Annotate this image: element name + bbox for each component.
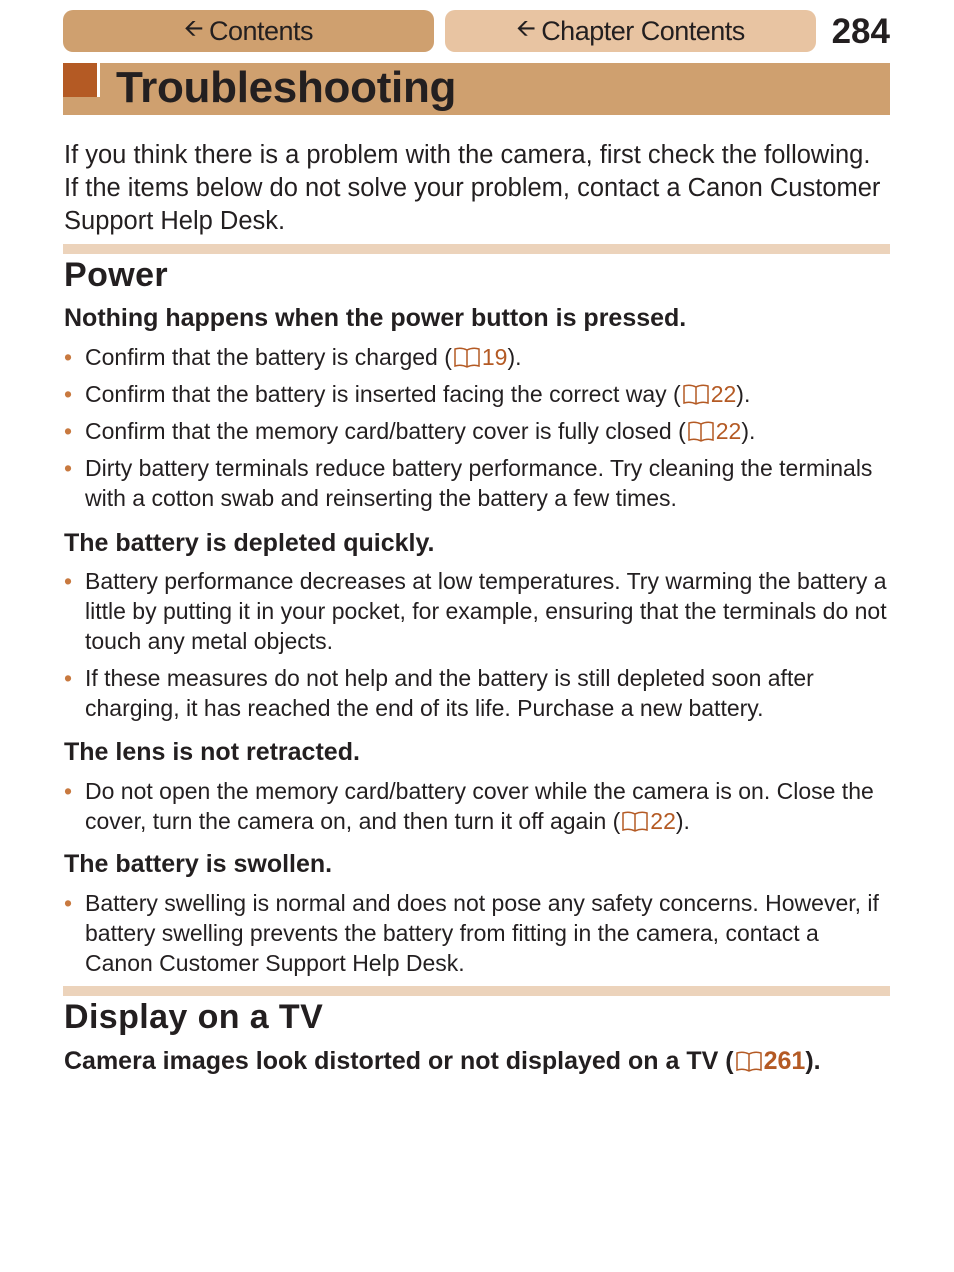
tv-heading: Display on a TV [64, 998, 324, 1036]
title-marker [63, 63, 97, 97]
page-number: 284 [831, 12, 890, 51]
list-item: • Confirm that the memory card/battery cover is fully closed ( 22). [64, 416, 890, 446]
page-ref-link[interactable]: 261 [734, 1047, 806, 1075]
chapter-contents-label: Chapter Contents [541, 15, 745, 46]
book-icon [621, 810, 649, 832]
list-item: • If these measures do not help and the battery is still depleted soon after charging, it has reached the end of its life. Purchase a new battery. [64, 663, 890, 723]
page-ref-link[interactable]: 19 [452, 344, 508, 370]
power-question-2: The battery is depleted quickly. [64, 529, 435, 557]
list-item: • Battery swelling is normal and does not pose any safety concerns. However, if battery swelling prevents the battery from fitting in the camera, contact a Canon Customer Support Help Desk. [64, 888, 890, 978]
contents-label: Contents [208, 15, 314, 46]
arrow-left-icon: 🡨 [183, 14, 203, 42]
list-item: • Do not open the memory card/battery cover while the camera is on. Close the cover, turn the camera on, and then turn it off again ( 22). [64, 776, 890, 836]
book-icon [735, 1050, 763, 1072]
chapter-contents-button[interactable] [445, 10, 816, 52]
power-question-4: The battery is swollen. [64, 850, 333, 878]
section-divider [63, 986, 890, 996]
section-divider [63, 244, 890, 254]
page-title: Troubleshooting [116, 63, 457, 112]
book-icon [453, 346, 481, 368]
contents-button[interactable] [63, 10, 434, 52]
list-item: • Confirm that the battery is charged ( 19). [64, 342, 890, 372]
list-item: • Dirty battery terminals reduce battery performance. Try cleaning the terminals with a cotton swab and reinserting the battery a few times. [64, 453, 890, 513]
list-item: • Confirm that the battery is inserted facing the correct way ( 22). [64, 379, 890, 409]
power-question-1: Nothing happens when the power button is pressed. [64, 304, 687, 332]
list-item: • Battery performance decreases at low temperatures. Try warming the battery a little by putting it in your pocket, for example, ensuring that the terminals do not touch any metal objects. [64, 566, 890, 656]
page-ref-link[interactable]: 22 [686, 418, 742, 444]
tv-question-1: Camera images look distorted or not displayed on a TV ( 261). [64, 1047, 821, 1075]
power-heading: Power [64, 256, 169, 294]
book-icon [682, 383, 710, 405]
power-question-3: The lens is not retracted. [64, 738, 360, 766]
power-q1-list [64, 342, 890, 520]
title-marker-gap [97, 63, 100, 97]
power-q3-list [64, 776, 890, 843]
book-icon [687, 420, 715, 442]
power-q4-list [64, 888, 890, 985]
power-q2-list [64, 566, 890, 730]
intro-paragraph: If you think there is a problem with the camera, first check the following. If the items below do not solve your problem, contact a Canon Customer Support Help Desk. [64, 141, 881, 235]
arrow-left-icon: 🡨 [516, 14, 536, 42]
page-ref-link[interactable]: 22 [681, 381, 737, 407]
page-ref-link[interactable]: 22 [620, 808, 676, 834]
